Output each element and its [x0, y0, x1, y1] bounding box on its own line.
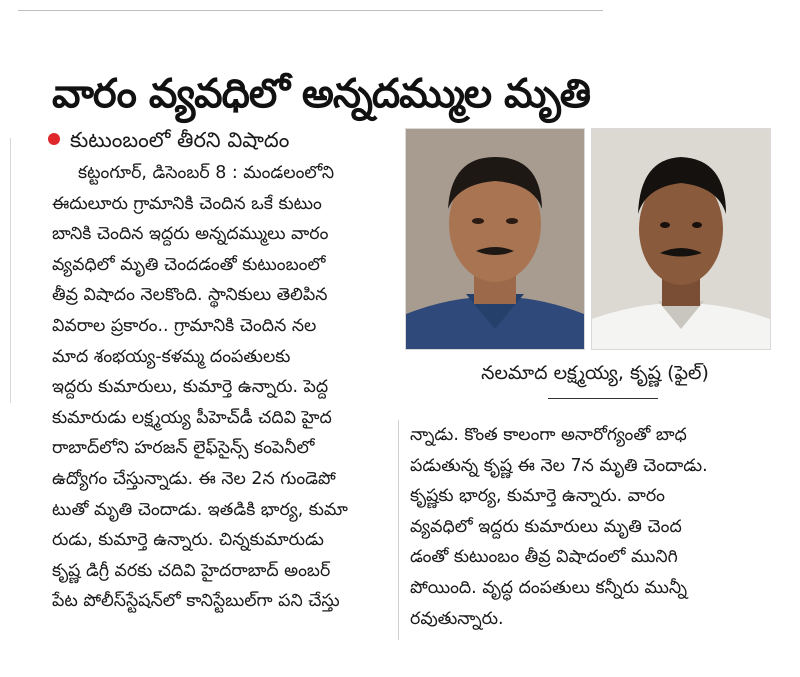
- photo-caption: నలమాద లక్ష్మయ్య, కృష్ణ (ఫైల్): [481, 362, 709, 384]
- body-line: ఈదులూరు గ్రామానికి చెందిన ఒకే కుటుం: [52, 193, 322, 214]
- body-line: రాబాద్‌లోని హరజన్ లైఫ్‌సైన్స్ కంపెనీలో: [52, 438, 315, 459]
- body-line: వివరాల ప్రకారం.. గ్రామానికి చెందిన నల: [52, 315, 317, 336]
- body-line: డంతో కుటుంబం తీవ్ర విషాదంలో మునిగి: [410, 547, 678, 568]
- body-line: రుడు, కుమార్తె ఉన్నారు. చిన్నకుమారుడు: [52, 530, 324, 551]
- left-margin-divider: [10, 138, 11, 403]
- body-line: పోయింది. వృద్ధ దంపతులు కన్నీరు మున్నీ: [410, 577, 688, 598]
- article-column-1: [52, 158, 390, 617]
- body-line: ఇద్దరు కుమారులు, కుమార్తె ఉన్నారు. పెద్ద: [52, 377, 329, 398]
- body-line: వ్యవధిలో ఇద్దరు కుమారులు మృతి చెంద: [410, 516, 682, 537]
- body-line: పేట పోలీస్‌స్టేషన్‌లో కానిస్టేబుల్‌గా పని చేస్తు: [52, 591, 340, 612]
- bullet-dot-icon: [48, 133, 60, 145]
- body-line: ఉద్యోగం చేస్తున్నాడు. ఈ నెల 2న గుండెపో: [52, 468, 336, 489]
- body-line: మాద శంభయ్య-కళమ్మ దంపతులకు: [52, 346, 291, 367]
- portrait-photo-krishna: [591, 128, 771, 350]
- portrait-lakshmayya-illustration: [406, 129, 584, 349]
- body-line: కృష్ణ డిగ్రీ వరకు చదివి హైదరాబాద్ అంబర్: [52, 560, 331, 581]
- column-divider: [398, 420, 399, 640]
- body-line: టుతో మృతి చెందాడు. ఇతడికి భార్య, కుమా: [52, 499, 348, 520]
- kicker: [48, 128, 289, 158]
- article-column-2: [410, 420, 782, 634]
- caption-underline: [548, 398, 658, 399]
- body-line: పడుతున్న కృష్ణ ఈ నెల 7న మృతి చెందాడు.: [410, 455, 708, 476]
- top-divider: [18, 10, 603, 11]
- body-line: బానికి చెందిన ఇద్దరు అన్నదమ్ములు వారం: [52, 224, 329, 245]
- headline: వారం వ్యవధిలో అన్నదమ్ముల మృతి: [52, 70, 591, 117]
- body-line: కట్టంగూర్, డిసెంబర్ 8 : మండలంలోని: [78, 163, 335, 183]
- body-line: కుమారుడు లక్ష్మయ్య పీహెచ్‌డీ చదివి హైద: [52, 407, 332, 428]
- kicker-text: కుటుంబంలో తీరని విషాదం: [70, 128, 290, 152]
- body-line: వ్యవధిలో మృతి చెందడంతో కుటుంబంలో: [52, 254, 326, 275]
- body-line: కృష్ణకు భార్య, కుమార్తె ఉన్నారు. వారం: [410, 486, 666, 507]
- body-line: తీవ్ర విషాదం నెలకొంది. స్థానికులు తెలిపిన: [52, 285, 328, 306]
- portrait-photo-lakshmayya: [405, 128, 585, 350]
- portrait-krishna-illustration: [592, 129, 770, 349]
- body-line: న్నాడు. కొంత కాలంగా అనారోగ్యంతో బాధ: [410, 425, 687, 445]
- body-line: రవుతున్నారు.: [410, 608, 504, 629]
